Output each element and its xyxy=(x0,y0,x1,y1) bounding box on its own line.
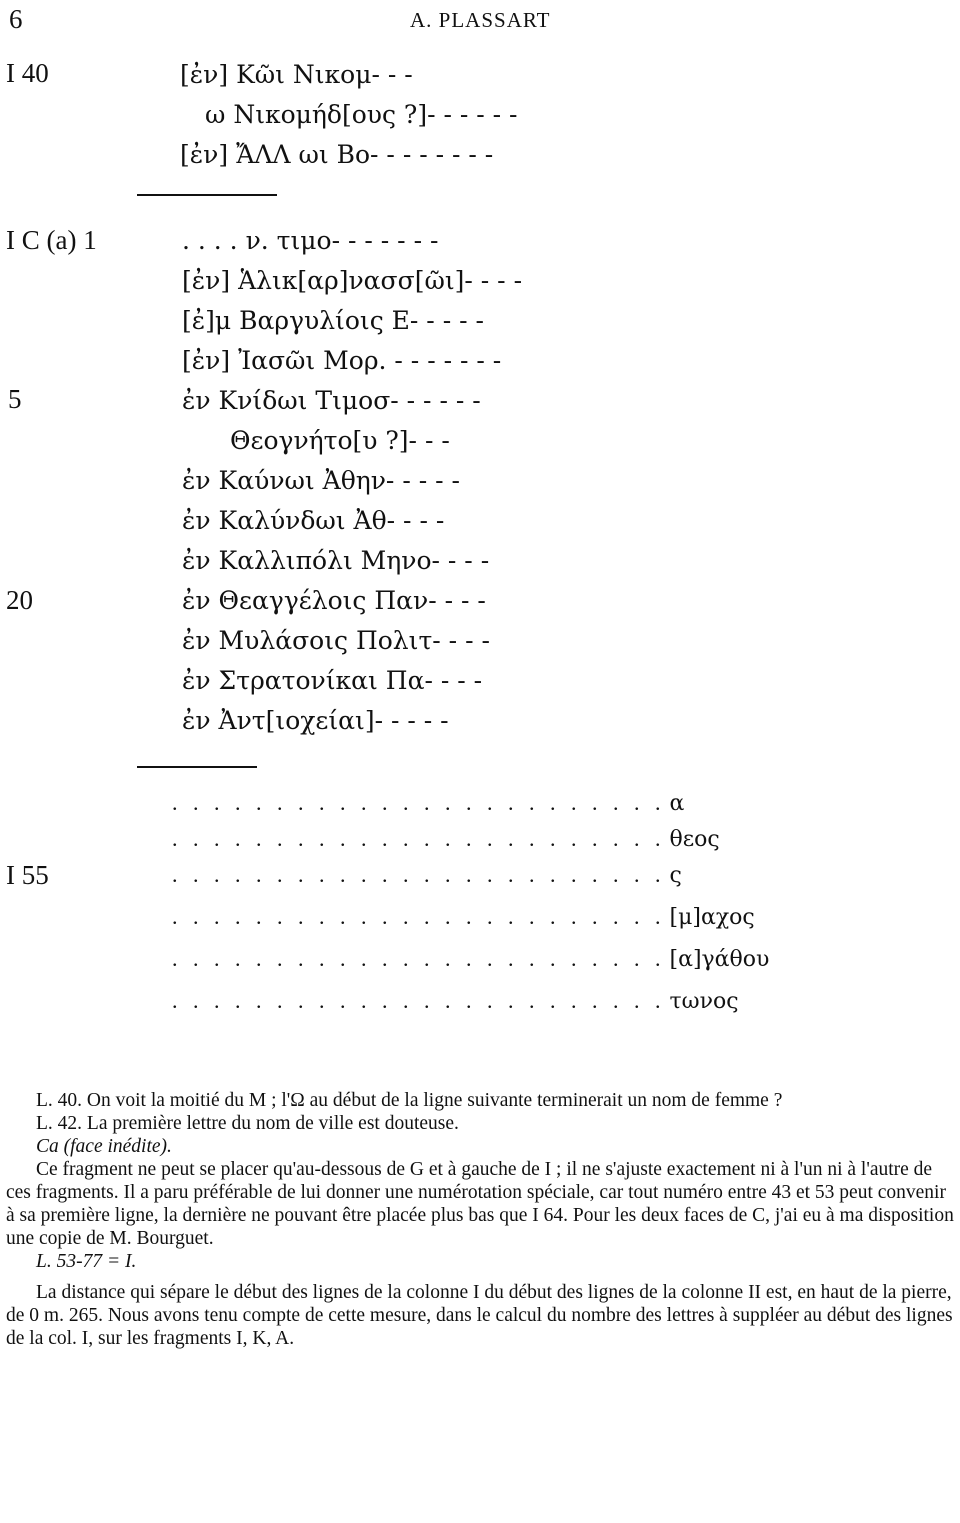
inscription-line: Θεογνήτο[υ ?]- - - xyxy=(230,426,450,455)
section-ref-i40: I 40 xyxy=(6,58,49,88)
inscription-line: ἐν Στρατονίκαι Πα- - - - xyxy=(182,666,483,695)
inscription-line: [ἐν] Κῶι Νικομ- - - xyxy=(180,60,413,89)
dotted-line: . . . . . . . . . . . . . . . . . . . . . . . . ς xyxy=(172,862,682,888)
note-line-42: L. 42. La première lettre du nom de ville est douteuse. xyxy=(36,1113,459,1134)
fragment-text: ς xyxy=(669,863,682,888)
inscription-line: [ἐ]μ Βαργυλίοις Ε- - - - - xyxy=(182,306,484,335)
inscription-line: ἐν Καλλιπόλι Μηνο- - - - xyxy=(182,546,490,575)
inscription-line: ἐν Κνίδωι Τιμοσ- - - - - - xyxy=(182,386,481,415)
inscription-line: ἐν Μυλάσοις Πολιτ- - - - xyxy=(182,626,490,655)
dotted-line: . . . . . . . . . . . . . . . . . . . . . . . . τωνος xyxy=(172,988,739,1014)
fragment-text: θεος xyxy=(669,827,720,852)
section-ref-i55: I 55 xyxy=(6,860,49,890)
dotted-line: . . . . . . . . . . . . . . . . . . . . . . . . θεος xyxy=(172,826,720,852)
note-fragment: Ce fragment ne peut se placer qu'au-dessous de G et à gauche de I ; il ne s'ajuste exactement ni à l'un ni à l'autre de ces fragments. Il a paru préférable de lui donner une numérotation spéciale, car tout numéro entre 43 et 53 peut convenir à sa première ligne, la dernière ne pouvant être placée plus bas que I 64. Pour les deux faces de C, j'ai eu à ma disposition une copie de M. Bourguet. xyxy=(6,1159,954,1249)
inscription-line: [ἐν] ἌΛΛ ωι Βο- - - - - - - - xyxy=(180,140,494,169)
section-divider xyxy=(137,194,277,196)
fragment-text: [α]γάθου xyxy=(669,947,770,972)
note-line-40: L. 40. On voit la moitié du M ; l'Ω au début de la ligne suivante terminerait un nom de femme ? xyxy=(36,1090,783,1111)
dotted-line: . . . . . . . . . . . . . . . . . . . . . . . . [α]γάθου xyxy=(172,946,770,972)
fragment-text: α xyxy=(669,791,685,816)
inscription-line: ἐν Καύνωι Ἀθην- - - - - xyxy=(182,466,460,495)
running-head: A. PLASSART xyxy=(410,8,551,32)
inscription-line: [ἐν] Ἰασῶι Μορ. - - - - - - - xyxy=(182,346,502,375)
note-distance: La distance qui sépare le début des lignes de la colonne I du début des lignes de la colonne II est, en haut de la pierre, de 0 m. 265. Nous avons tenu compte de cette mesure, dans le calcul du nombre des lettres à suppléer au début des lignes de la col. I, sur les fragments I, K, A. xyxy=(6,1282,953,1349)
inscription-line: ἐν Θεαγγέλοις Παν- - - - xyxy=(182,586,486,615)
note-line-53-77: L. 53-77 = I. xyxy=(36,1251,137,1272)
inscription-line: ἐν Καλύνδωι Ἀθ- - - - xyxy=(182,506,445,535)
page-number: 6 xyxy=(9,4,23,34)
inscription-line: ἐν Ἀντ[ιοχείαι]- - - - - xyxy=(182,706,449,735)
dotted-line: . . . . . . . . . . . . . . . . . . . . . . . . [μ]αχος xyxy=(172,904,755,930)
notes-block xyxy=(6,1089,958,1350)
dotted-line: . . . . . . . . . . . . . . . . . . . . . . . . α xyxy=(172,790,685,816)
section-divider xyxy=(137,766,257,768)
section-ref-ica1: I C (a) 1 xyxy=(6,225,97,255)
line-number-20: 20 xyxy=(6,585,33,615)
fragment-text: τωνος xyxy=(669,989,739,1014)
line-number-5: 5 xyxy=(8,384,22,414)
inscription-line: . . . . ν. τιμο- - - - - - - xyxy=(182,226,439,255)
note-face-inedite: Ca (face inédite). xyxy=(36,1136,172,1157)
inscription-line: ω Νικομήδ[ους ?]- - - - - - xyxy=(205,100,518,129)
inscription-line: [ἐν] Ἁλικ[αρ]νασσ[ῶι]- - - - xyxy=(182,266,523,295)
fragment-text: [μ]αχος xyxy=(669,905,755,930)
